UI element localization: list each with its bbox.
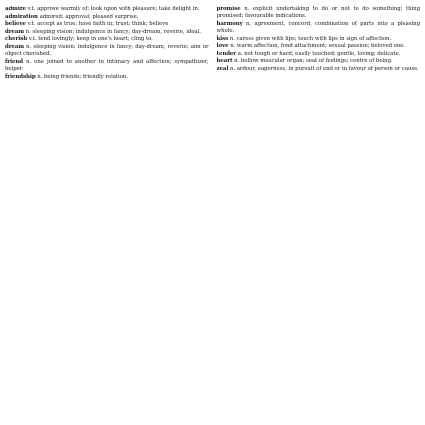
entry-definition: v.t. approve warmly of; look upon with pleasure; take delight in. [27, 6, 200, 12]
dictionary-page [5, 6, 420, 419]
entry-definition: n. sleeping vision; indulgence in fancy; day-dream, reverie; aim or object cherished. [5, 43, 209, 58]
dictionary-entry [217, 6, 421, 20]
entry-definition: admired; approval; pleased surprise. [39, 13, 139, 20]
entry-headword: dream [5, 43, 24, 50]
entry-headword: tender [216, 50, 237, 57]
entry-headword: kiss [216, 35, 229, 42]
dictionary-entry [5, 36, 209, 43]
entry-definition: n. ardour, eagerness, in pursuit of end or in favour of person or cause. [230, 65, 419, 72]
dictionary-entry [5, 29, 209, 36]
entry-headword: harmony [216, 20, 243, 27]
entry-headword: admiration [5, 13, 38, 20]
dictionary-entry [5, 59, 209, 73]
entry-headword: believe [5, 21, 26, 28]
entry-definition: n. one joined to another in intimacy and affection; sympathizer, helper. [5, 58, 209, 72]
dictionary-entry [5, 21, 209, 28]
entry-headword: love [216, 43, 229, 50]
dictionary-entry [217, 36, 421, 43]
dictionary-entry [217, 51, 421, 58]
dictionary-entry [5, 44, 209, 58]
entry-headword: friendship [5, 73, 36, 80]
dictionary-entry [217, 43, 421, 50]
entry-definition: n. agreement, concord, combination of parts into a pleasing whole. [216, 20, 420, 34]
entry-definition: n. sleeping vision; indulgence in fancy; day-dream, reverie, ideal. [25, 28, 201, 35]
entry-headword: friend [5, 58, 24, 65]
entry-definition: v.t. tend lovingly; keep in one's heart; cling to. [28, 36, 153, 43]
entry-definition: n. explicit undertaking to do or not to do something; thing promised; favourable indications. [216, 6, 420, 20]
entry-definition: n. hollow muscular organ; seat of feelings; centre of being. [234, 58, 393, 65]
entry-headword: heart [216, 58, 233, 65]
entry-headword: admire [5, 6, 26, 12]
dictionary-entry [5, 14, 209, 21]
entry-definition: a. not tough or hard; easily touched; gentle, loving; delicate. [237, 50, 401, 57]
entry-headword: cherish [5, 36, 28, 43]
dictionary-entry [217, 66, 421, 73]
entry-definition: n. warm affection, fond attachment; sexual passion; beloved one. [230, 43, 406, 50]
dictionary-column-left [5, 6, 209, 419]
entry-headword: promise [216, 6, 241, 12]
entry-headword: dream [5, 28, 24, 35]
dictionary-column-right [217, 6, 421, 419]
entry-definition: v.t. accept as true; have faith in; trust; think; believe [27, 21, 169, 28]
dictionary-entry [217, 58, 421, 65]
entry-definition: n. caress given with lips; touch with lips in sign of affection. [229, 35, 392, 42]
dictionary-entry [5, 6, 209, 13]
dictionary-entry [5, 74, 209, 81]
dictionary-entry [217, 21, 421, 35]
entry-definition: n. being friends; friendly relation. [37, 73, 129, 80]
entry-headword: zeal [216, 65, 229, 72]
